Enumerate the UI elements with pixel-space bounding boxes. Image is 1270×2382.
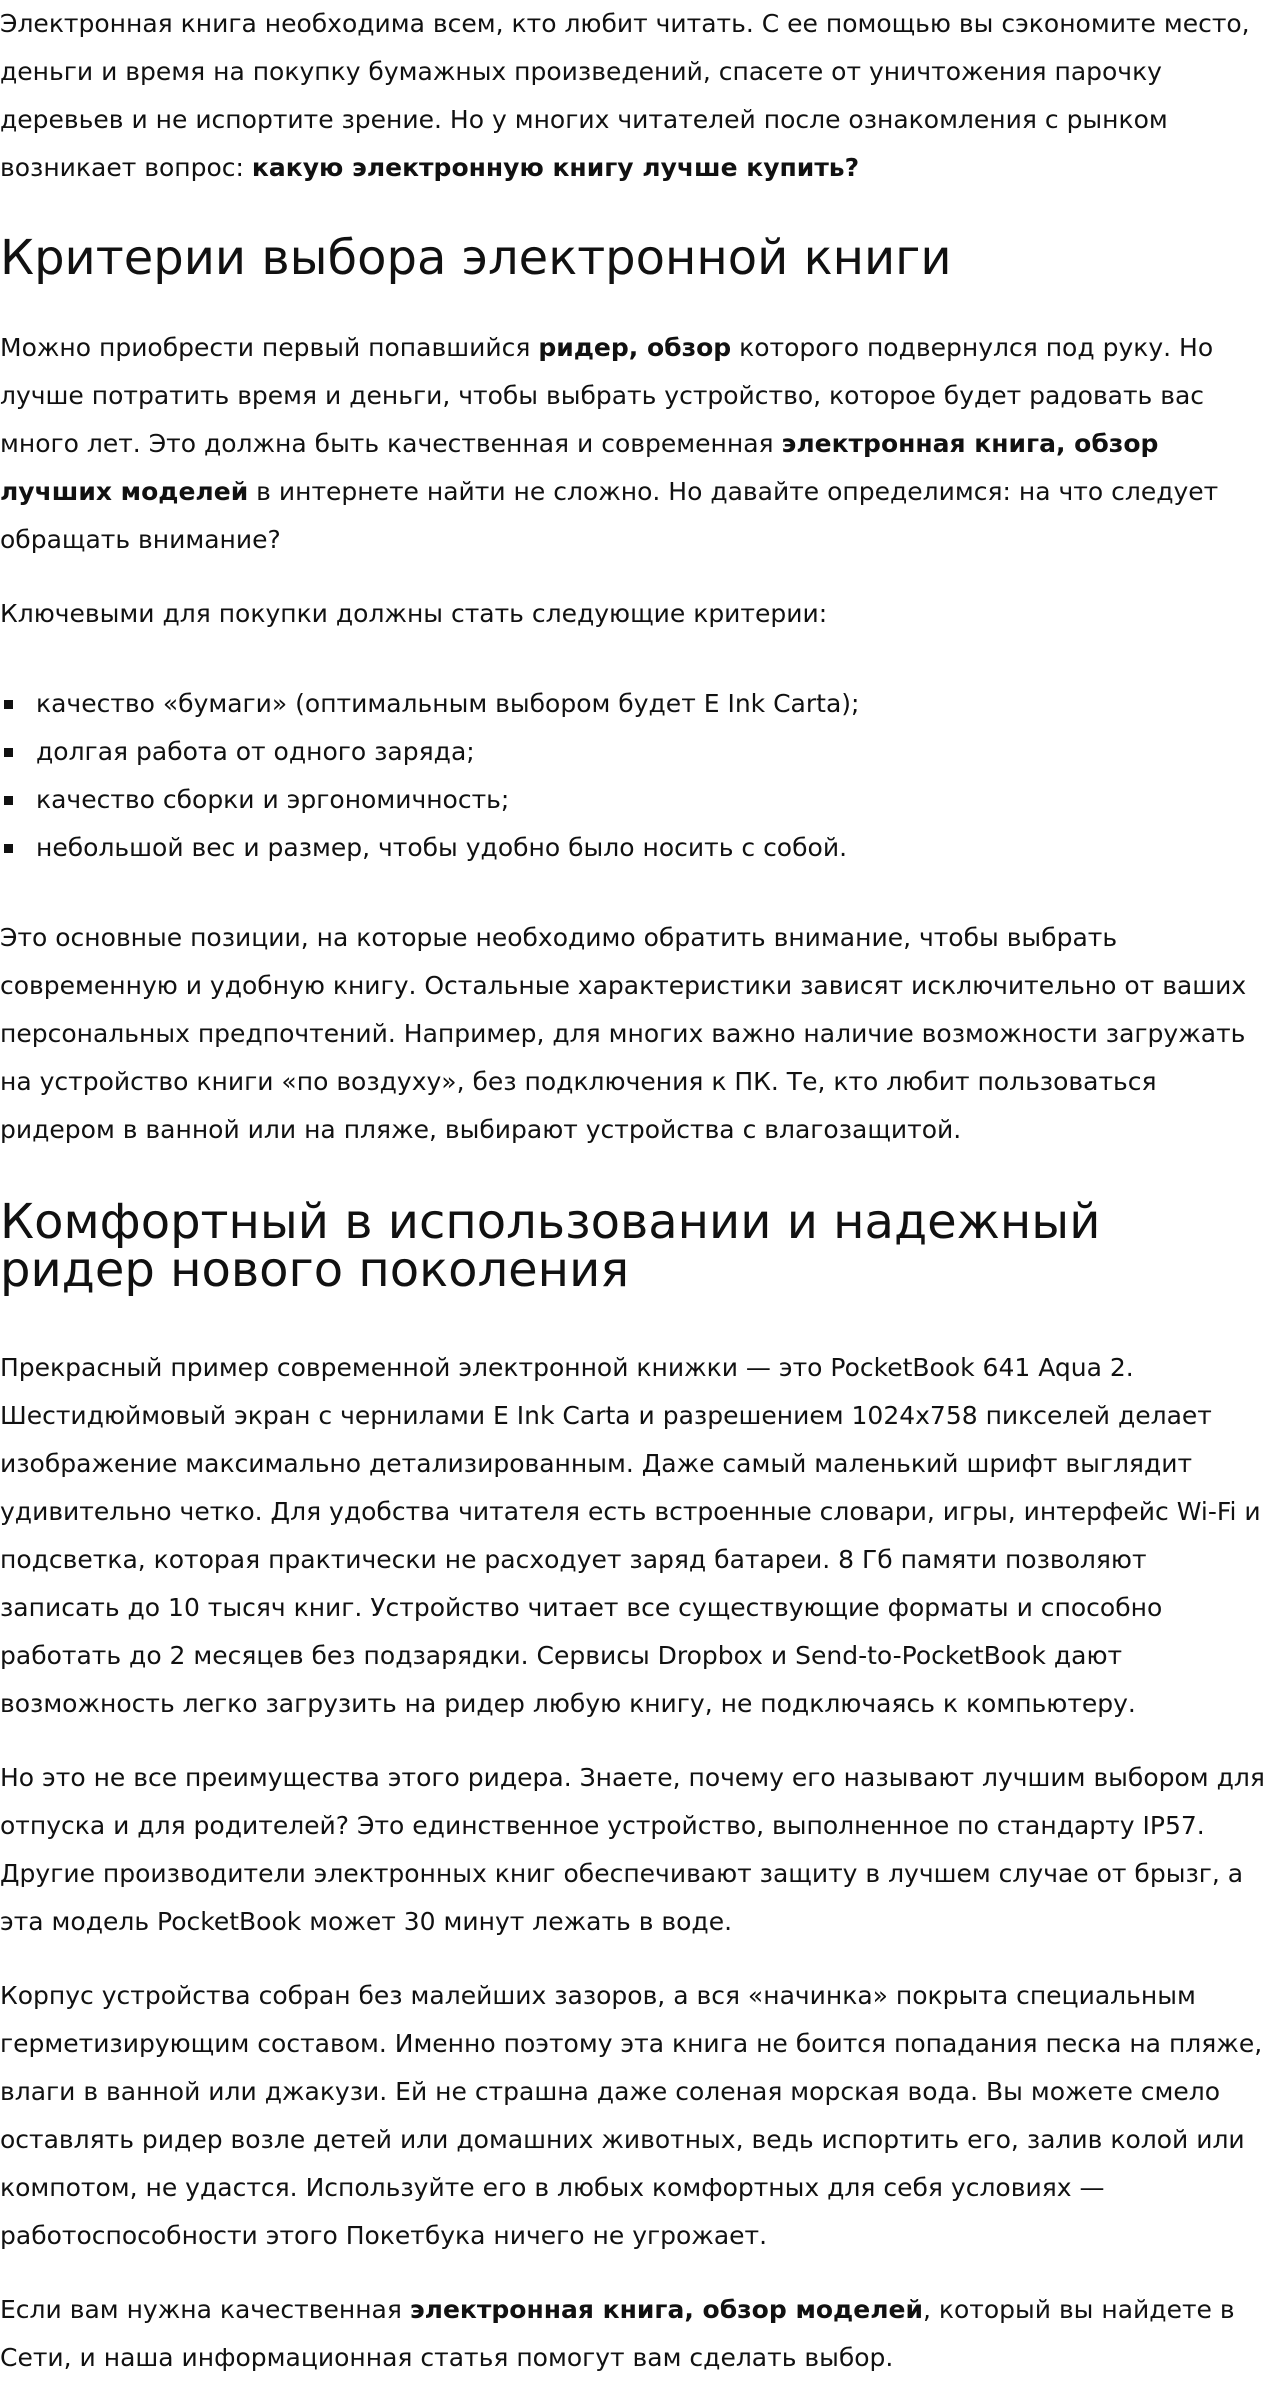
list-item bbox=[0, 680, 1270, 728]
section2-heading: Комфортный в использовании и надежный ридер нового поколения bbox=[0, 1194, 1101, 1298]
s1p1-text-3: в интернете найти не сложно. Но давайте определимся: на что следует обращать внимание? bbox=[0, 477, 1219, 554]
section1-paragraph-1 bbox=[0, 324, 1270, 564]
intro-bold: какую электронную книгу лучше купить? bbox=[251, 153, 860, 182]
intro-text: Электронная книга необходима всем, кто любит читать. С ее помощью вы сэкономите место, деньги и время на покупку бумажных произведений, спасете от уничтожения парочку деревьев и не испортите зрение. Но у многих читателей после ознакомления с рынком возникает вопрос: bbox=[0, 9, 1250, 182]
square-bullet-icon bbox=[4, 748, 13, 757]
section1-paragraph-3: Это основные позиции, на которые необходимо обратить внимание, чтобы выбрать современную и удобную книгу. Остальные характеристики зависят исключительно от ваших персональных предпочтений. Например, для многих важно наличие возможности загружать на устройство книги «по воздуху», без подключения к ПК. Те, кто любит пользоваться ридером в ванной или на пляже, выбирают устройства с влагозащитой. bbox=[0, 923, 1247, 1144]
list-item-text: небольшой вес и размер, чтобы удобно было носить с собой. bbox=[36, 833, 848, 862]
s1p1-text-1: Можно приобрести первый попавшийся bbox=[0, 333, 539, 362]
list-item bbox=[0, 728, 1270, 776]
square-bullet-icon bbox=[4, 700, 13, 709]
list-item-text: качество сборки и эргономичность; bbox=[36, 785, 510, 814]
section1-heading: Критерии выбора электронной книги bbox=[0, 230, 952, 286]
section2-paragraph-1: Прекрасный пример современной электронной книжки — это PocketBook 641 Aqua 2. Шестидюймовый экран с чернилами E Ink Carta и разрешением 1024x758 пикселей делает изображение максимально детализированным. Даже самый маленький шрифт выглядит удивительно четко. Для удобства читателя есть встроенные словари, игры, интерфейс Wi-Fi и подсветка, которая практически не расходует заряд батареи. 8 Гб памяти позволяют записать до 10 тысяч книг. Устройство читает все существующие форматы и способно работать до 2 месяцев без подзарядки. Сервисы Dropbox и Send-to-PocketBook дают возможность легко загрузить на ридер любую книгу, не подключаясь к компьютеру. bbox=[0, 1353, 1261, 1718]
list-item bbox=[0, 824, 1270, 872]
s2p4-bold-1: электронная книга, обзор моделей bbox=[409, 2295, 923, 2324]
section2-paragraph-3: Корпус устройства собран без малейших зазоров, а вся «начинка» покрыта специальным герметизирующим составом. Именно поэтому эта книга не боится попадания песка на пляже, влаги в ванной или джакузи. Ей не страшна даже соленая морская вода. Вы можете смело оставлять ридер возле детей или домашних животных, ведь испортить его, залив колой или компотом, не удастся. Используйте его в любых комфортных для себя условиях — работоспособности этого Покетбука ничего не угрожает. bbox=[0, 1981, 1263, 2250]
list-item-text: качество «бумаги» (оптимальным выбором будет E Ink Carta); bbox=[36, 689, 860, 718]
square-bullet-icon bbox=[4, 844, 13, 853]
section2-paragraph-4 bbox=[0, 2286, 1270, 2382]
list-item-text: долгая работа от одного заряда; bbox=[36, 737, 475, 766]
s2p4-text-1: Если вам нужна качественная bbox=[0, 2295, 410, 2324]
list-item bbox=[0, 776, 1270, 824]
s2p4-text-2: , который вы найдете в Сети, и наша информационная статья помогут вам сделать выбор. bbox=[0, 2295, 1235, 2372]
square-bullet-icon bbox=[4, 796, 13, 805]
s1p1-text-2: которого подвернулся под руку. Но лучше потратить время и деньги, чтобы выбрать устройство, которое будет радовать вас много лет. Это должна быть качественная и современная bbox=[0, 333, 1214, 458]
criteria-list bbox=[0, 680, 1270, 872]
section2-paragraph-2: Но это не все преимущества этого ридера. Знаете, почему его называют лучшим выбором для отпуска и для родителей? Это единственное устройство, выполненное по стандарту IP57. Другие производители электронных книг обеспечивают защиту в лучшем случае от брызг, а эта модель PocketBook может 30 минут лежать в воде. bbox=[0, 1763, 1265, 1936]
section1-paragraph-2: Ключевыми для покупки должны стать следующие критерии: bbox=[0, 599, 828, 628]
s1p1-bold-1: ридер, обзор bbox=[538, 333, 732, 362]
s1p1-bold-2: электронная книга, обзор лучших моделей bbox=[0, 429, 1159, 506]
intro-paragraph bbox=[0, 0, 1270, 192]
